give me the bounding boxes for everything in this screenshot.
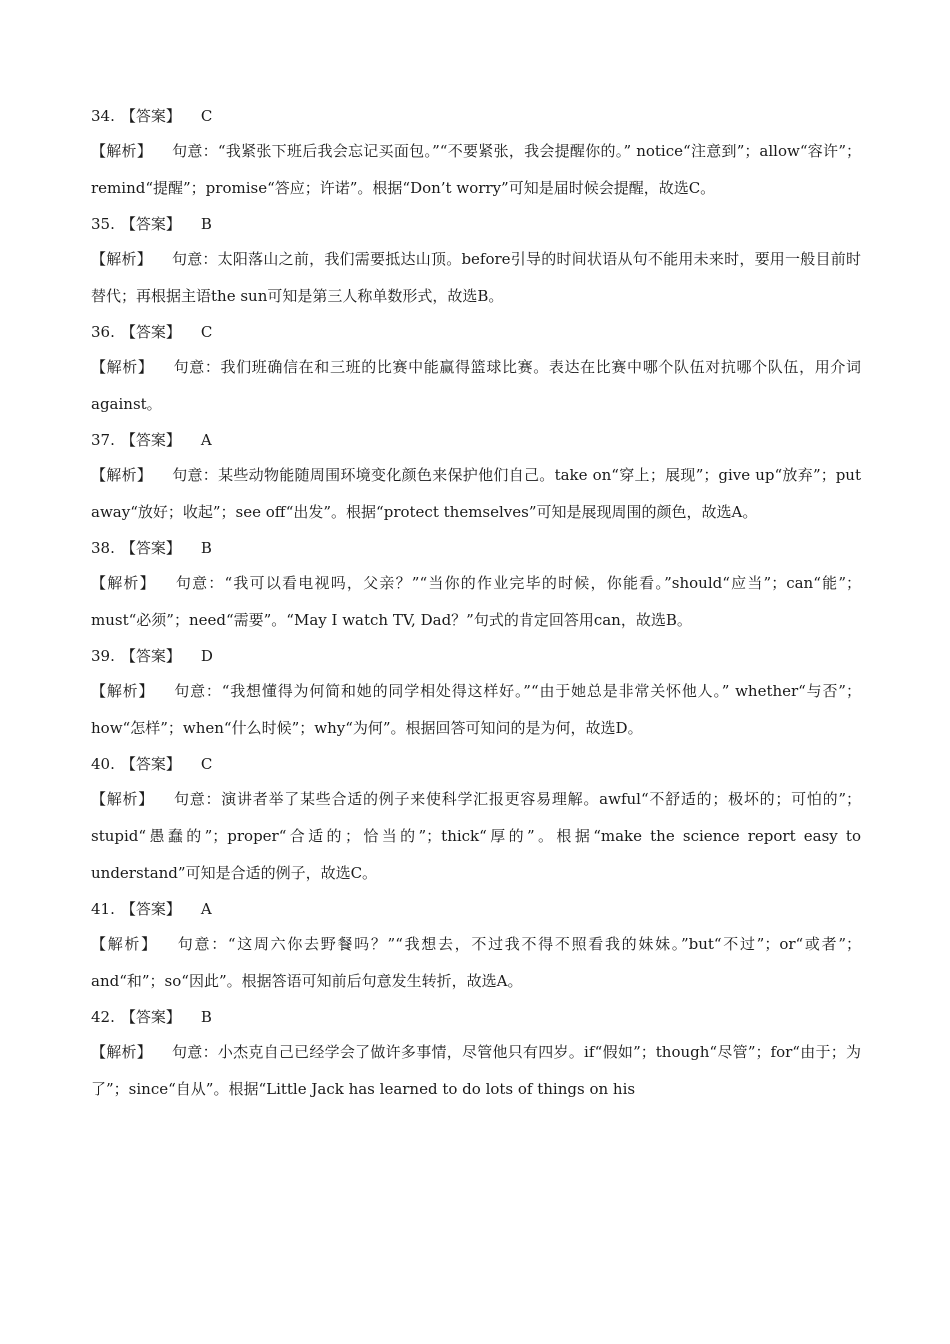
question-number: 39. — [91, 647, 115, 665]
answer-line — [91, 892, 861, 926]
explanation-text: 句意：小杰克自己已经学会了做许多事情，尽管他只有四岁。if“假如”；though“尽管”；for“由于；为了”；since“自从”。根据“Little Jack has learned to do lots of things on his — [91, 1043, 861, 1098]
question-item — [91, 1000, 861, 1108]
answer-letter: C — [200, 755, 213, 773]
explanation-paragraph — [91, 926, 861, 1000]
explanation-paragraph — [91, 1034, 861, 1108]
answer-line — [91, 207, 861, 241]
explanation-text: 句意：“我紧张下班后我会忘记买面包。”“不要紧张，我会提醒你的。” notice“注意到”；allow“容许”；remind“提醒”；promise“答应；许诺”。根据“Don’t worry”可知是届时候会提醒，故选C。 — [91, 142, 861, 197]
answer-line — [91, 1000, 861, 1034]
answer-letter: D — [200, 647, 213, 665]
explanation-text: 句意：演讲者举了某些合适的例子来使科学汇报更容易理解。awful“不舒适的；极坏的；可怕的”；stupid“愚蠢的”；proper“合适的；恰当的”；thick“厚的”。根据“make the science report easy to understand”可知是合适的例子，故选C。 — [91, 790, 861, 882]
answer-letter: C — [200, 323, 213, 341]
question-item — [91, 423, 861, 531]
question-number: 37. — [91, 431, 115, 449]
explanation-text: 句意：太阳落山之前，我们需要抵达山顶。before引导的时间状语从句不能用未来时，要用一般目前时替代；再根据主语the sun可知是第三人称单数形式，故选B。 — [91, 250, 861, 305]
answer-tag: 【答案】 — [120, 647, 181, 665]
answer-line — [91, 99, 861, 133]
explain-tag: 【解析】 — [91, 574, 156, 592]
explanation-text: 句意：某些动物能随周围环境变化颜色来保护他们自己。take on“穿上；展现”；give up“放弃”；put away“放好；收起”；see off“出发”。根据“protect themselves”可知是展现周围的颜色，故选A。 — [91, 466, 861, 521]
answer-line — [91, 315, 861, 349]
answer-line — [91, 423, 861, 457]
explain-tag: 【解析】 — [91, 358, 154, 376]
explain-tag: 【解析】 — [91, 466, 153, 484]
answer-letter: C — [200, 107, 213, 125]
explanation-paragraph — [91, 565, 861, 639]
answer-line — [91, 639, 861, 673]
explain-tag: 【解析】 — [91, 250, 152, 268]
answer-letter: B — [200, 1008, 212, 1026]
question-number: 38. — [91, 539, 115, 557]
answer-line — [91, 747, 861, 781]
answer-tag: 【答案】 — [120, 215, 181, 233]
answer-tag: 【答案】 — [120, 539, 181, 557]
explanation-paragraph — [91, 133, 861, 207]
question-number: 36. — [91, 323, 115, 341]
answer-tag: 【答案】 — [120, 900, 181, 918]
question-item — [91, 892, 861, 1000]
question-item — [91, 99, 861, 207]
explanation-paragraph — [91, 781, 861, 892]
explain-tag: 【解析】 — [91, 1043, 153, 1061]
answer-tag: 【答案】 — [120, 755, 181, 773]
answer-tag: 【答案】 — [120, 431, 181, 449]
explanation-paragraph — [91, 349, 861, 423]
question-item — [91, 639, 861, 747]
question-number: 40. — [91, 755, 115, 773]
question-item — [91, 531, 861, 639]
answer-line — [91, 531, 861, 565]
question-item — [91, 207, 861, 315]
explanation-paragraph — [91, 457, 861, 531]
explanation-paragraph — [91, 673, 861, 747]
question-number: 41. — [91, 900, 115, 918]
answer-letter: A — [200, 431, 212, 449]
explanation-text: 句意：“我可以看电视吗，父亲？”“当你的作业完毕的时候，你能看。”should“应当”；can“能”；must“必须”；need“需要”。“May I watch TV, Dad？”句式的肯定回答用can，故选B。 — [91, 574, 861, 629]
question-item — [91, 315, 861, 423]
explanation-text: 句意：“这周六你去野餐吗？”“我想去，不过我不得不照看我的妹妹。”but“不过”；or“或者”；and“和”；so“因此”。根据答语可知前后句意发生转折，故选A。 — [91, 935, 861, 990]
explain-tag: 【解析】 — [91, 935, 158, 953]
explanation-paragraph — [91, 241, 861, 315]
explain-tag: 【解析】 — [91, 142, 153, 160]
explain-tag: 【解析】 — [91, 682, 155, 700]
answer-letter: B — [200, 215, 212, 233]
answer-tag: 【答案】 — [120, 323, 181, 341]
answer-letter: B — [200, 539, 212, 557]
answer-tag: 【答案】 — [120, 107, 181, 125]
question-item — [91, 747, 861, 892]
explanation-text: 句意：“我想懂得为何简和她的同学相处得这样好。”“由于她总是非常关怀他人。” whether“与否”；how“怎样”；when“什么时候”；why“为何”。根据回答可知问的是为何，故选D。 — [91, 682, 861, 737]
answer-letter: A — [200, 900, 212, 918]
question-number: 42. — [91, 1008, 115, 1026]
answer-tag: 【答案】 — [120, 1008, 181, 1026]
question-number: 35. — [91, 215, 115, 233]
explain-tag: 【解析】 — [91, 790, 154, 808]
document-page — [91, 99, 861, 1108]
explanation-text: 句意：我们班确信在和三班的比赛中能赢得篮球比赛。表达在比赛中哪个队伍对抗哪个队伍，用介词against。 — [91, 358, 861, 413]
question-number: 34. — [91, 107, 115, 125]
